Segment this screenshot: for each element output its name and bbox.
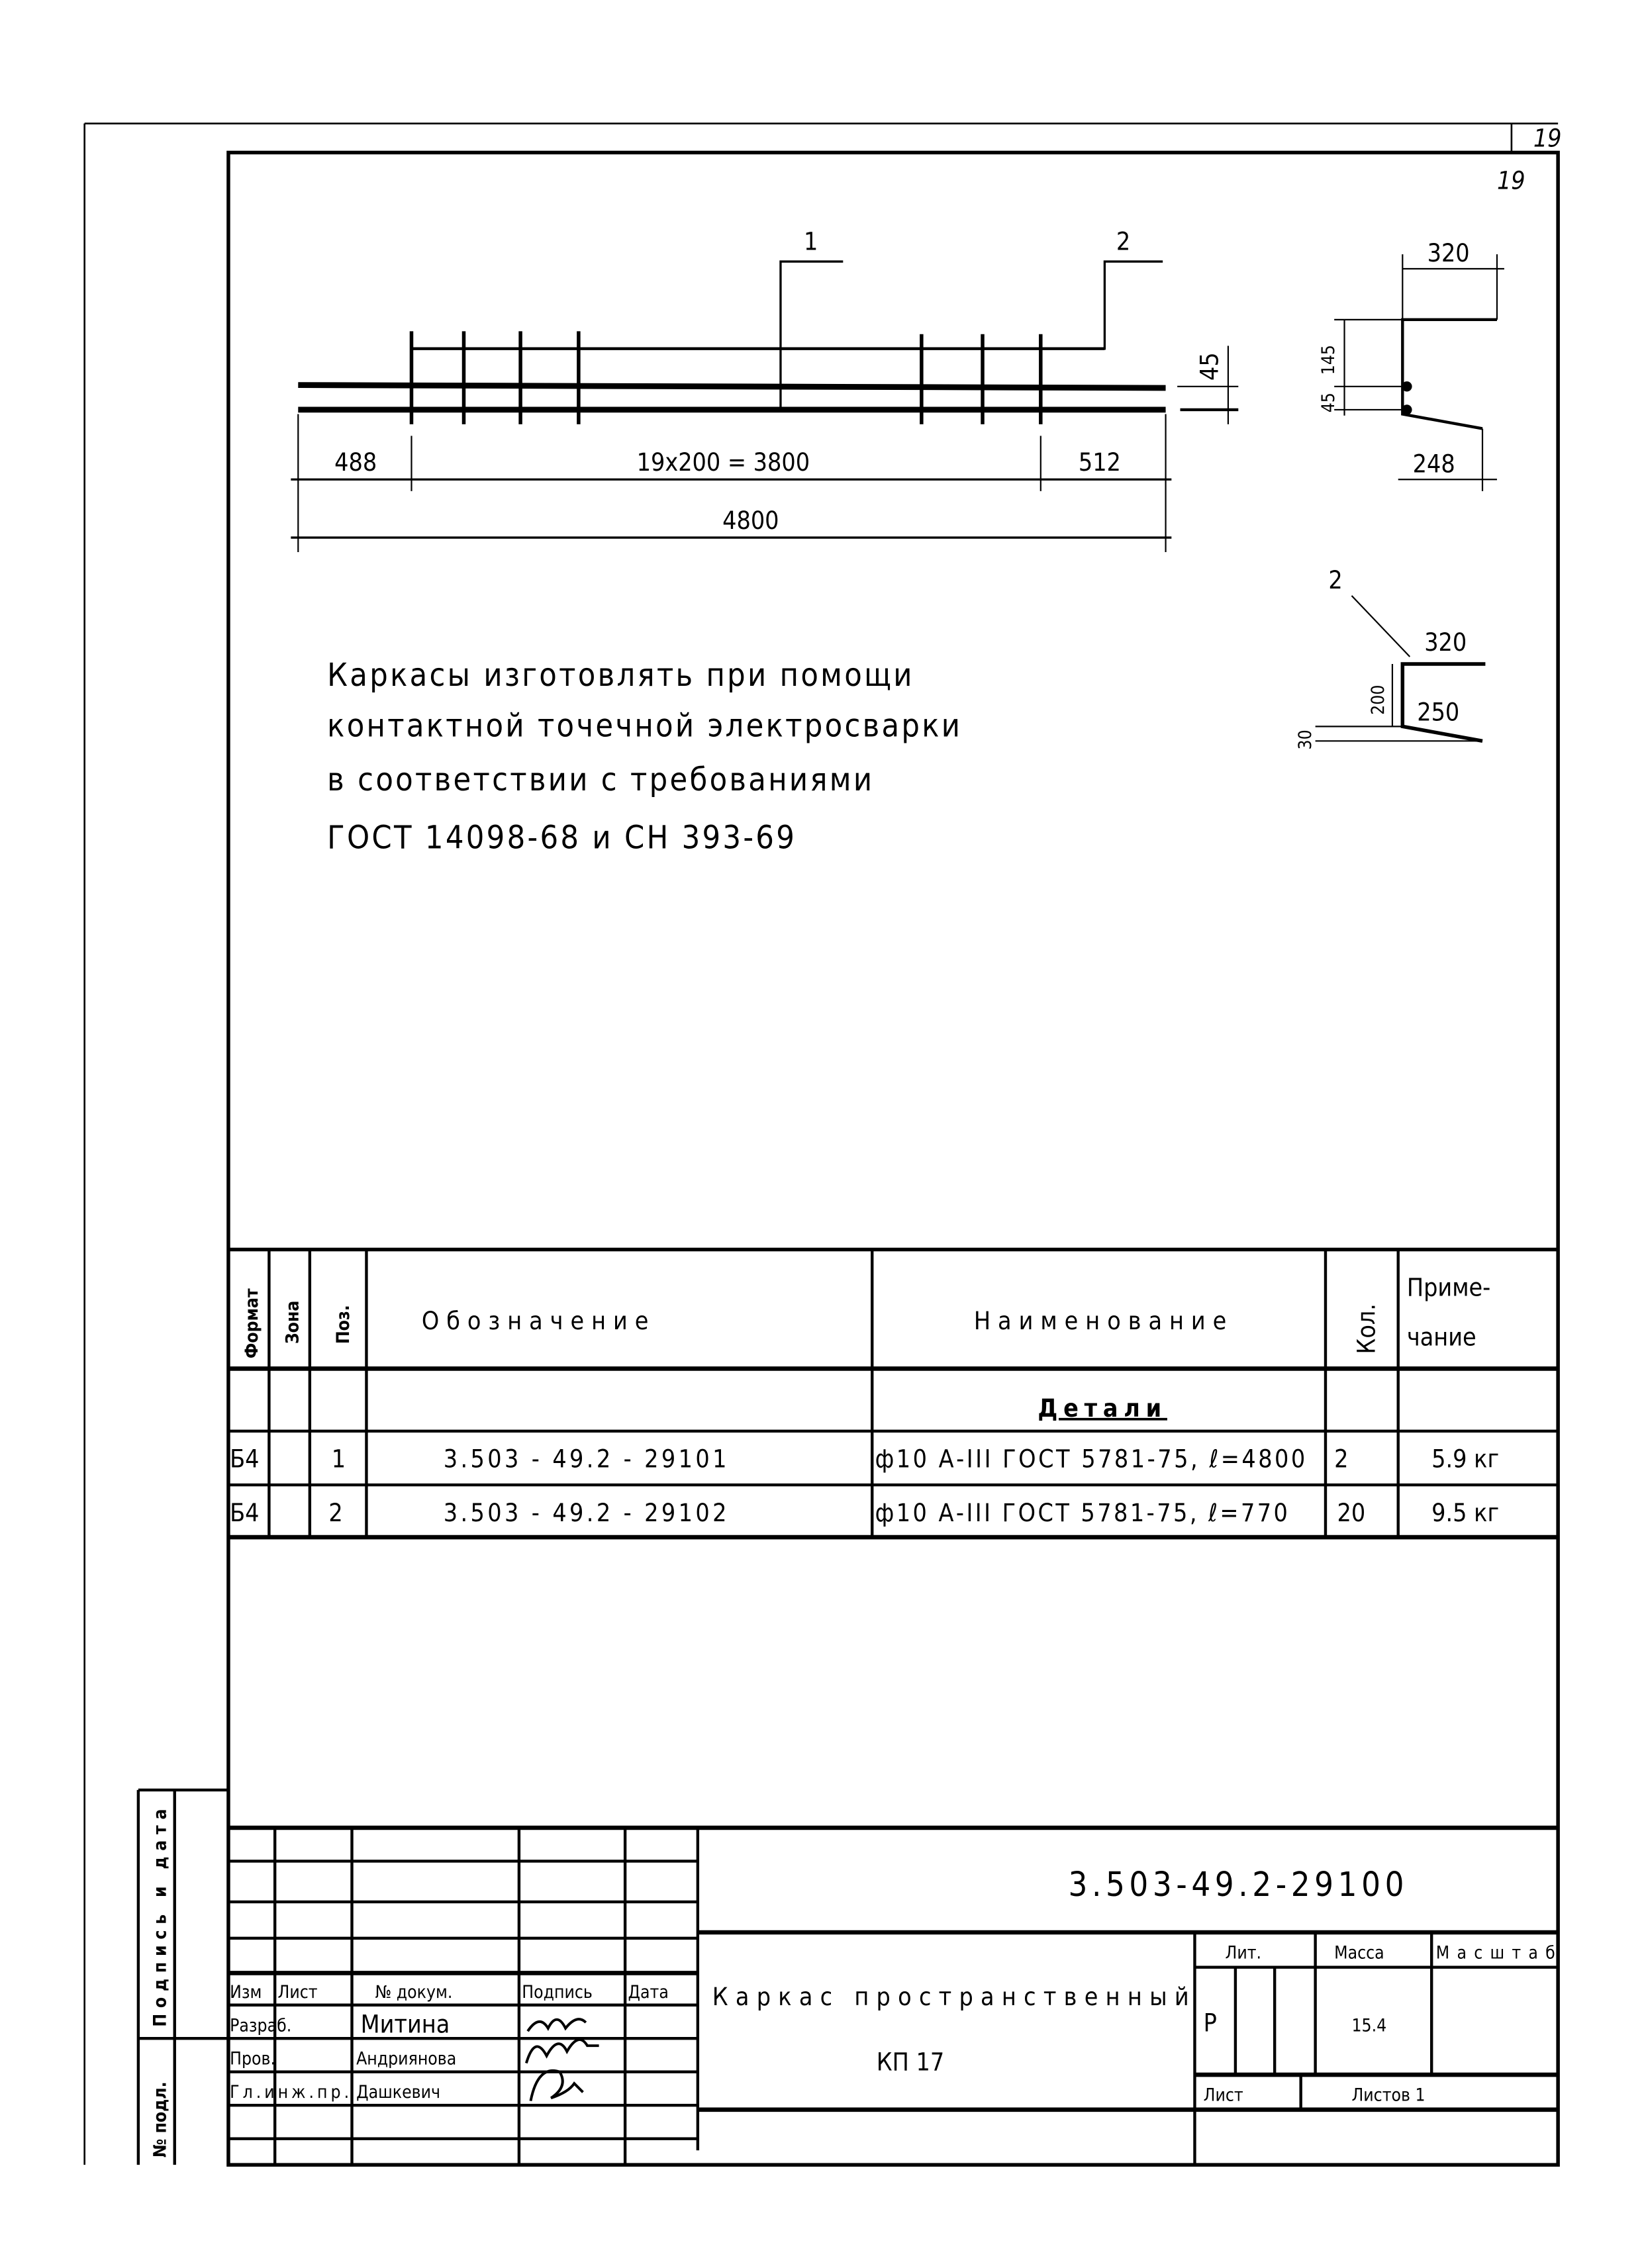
row-format: Б4 — [230, 1444, 260, 1474]
row-format: Б4 — [230, 1497, 260, 1527]
name-developer: Митина — [360, 2009, 450, 2039]
name-chief-engineer: Дашкевич — [356, 2083, 441, 2103]
hdr-izm: Изм — [230, 1982, 262, 2003]
row-designation: 3.503 - 49.2 - 29101 — [443, 1444, 730, 1474]
detail-2-dim-200: 200 — [1368, 685, 1388, 715]
detail-2-label: 2 — [1328, 565, 1343, 594]
hdr-sign: Подпись — [522, 1982, 593, 2003]
row-qty: 2 — [1334, 1444, 1349, 1474]
section-dim-248: 248 — [1412, 449, 1455, 479]
dim-4800: 4800 — [722, 505, 779, 535]
note-line-1: Каркасы изготовлять при помощи — [327, 656, 914, 694]
sheet-frame — [85, 124, 1562, 2165]
row-name: ф10 А-III ГОСТ 5781-75, ℓ=770 — [875, 1497, 1288, 1527]
lit-value: Р — [1203, 2008, 1217, 2038]
detail-2-dim-320: 320 — [1424, 628, 1467, 657]
row-name: ф10 А-III ГОСТ 5781-75, ℓ=4800 — [875, 1444, 1306, 1474]
note-line-3: в соответствии с требованиями — [327, 761, 875, 798]
dim-512: 512 — [1078, 448, 1121, 477]
note-line-2: контактной точечной электросварки — [327, 707, 963, 745]
dim-488: 488 — [334, 448, 377, 477]
specification-table — [228, 1249, 1558, 1537]
header-note-2: чание — [1406, 1322, 1476, 1352]
title-block — [228, 1828, 1558, 2165]
dim-spacing: 19x200 = 3800 — [636, 448, 810, 477]
header-name: Наименование — [973, 1306, 1234, 1336]
row-designation: 3.503 - 49.2 - 29102 — [443, 1497, 730, 1527]
table-row — [230, 1498, 1499, 1527]
lit-label: Лит. — [1225, 1943, 1262, 1963]
mass-label: Масса — [1334, 1943, 1384, 1963]
drawing-title: Каркас пространственный — [712, 1981, 1192, 2011]
section-dim-320: 320 — [1427, 238, 1470, 268]
hdr-list: Лист — [277, 1982, 318, 2003]
row-qty: 20 — [1337, 1497, 1366, 1527]
frame-elevation — [291, 226, 1238, 552]
side-sign-date: Подпись и дата — [150, 1809, 171, 2027]
side-strip — [138, 1790, 228, 2165]
drawing-subtitle: КП 17 — [876, 2047, 945, 2077]
sheet-label: Лист — [1203, 2085, 1243, 2106]
detail-2-sketch — [1296, 565, 1485, 750]
page-number: 19 — [1496, 165, 1525, 195]
sheets-label: Листов 1 — [1351, 2085, 1426, 2106]
role-developer: Разраб. — [230, 2016, 292, 2036]
drawing-code: 3.503-49.2-29100 — [1068, 1865, 1409, 1905]
dim-45: 45 — [1194, 352, 1224, 381]
role-chief-engineer: Гл.инж.пр. — [230, 2083, 350, 2103]
header-pos: Поз. — [334, 1305, 354, 1345]
row-pos: 2 — [328, 1497, 343, 1527]
header-format: Формат — [242, 1288, 262, 1359]
header-designation: Обозначение — [421, 1306, 656, 1336]
scale-label: Масштаб — [1435, 1943, 1555, 1963]
hdr-doc: № докум. — [375, 1982, 453, 2003]
row-note: 9.5 кг — [1431, 1497, 1500, 1527]
section-dim-145: 145 — [1319, 345, 1339, 375]
header-zone: Зона — [283, 1300, 303, 1345]
cross-section — [1319, 238, 1504, 491]
header-note-1: Приме- — [1406, 1272, 1491, 1302]
signatures — [526, 2019, 599, 2101]
table-row — [230, 1444, 1499, 1474]
row-note: 5.9 кг — [1431, 1444, 1500, 1474]
fabrication-note — [327, 657, 962, 857]
leader-label-1: 1 — [804, 226, 818, 256]
hdr-date: Дата — [628, 1982, 669, 2003]
role-checker: Пров. — [230, 2049, 275, 2069]
note-line-4: ГОСТ 14098-68 и СН 393-69 — [327, 819, 797, 857]
mass-value: 15.4 — [1351, 2016, 1387, 2036]
header-qty: Кол. — [1351, 1303, 1381, 1354]
corner-number: 19 — [1533, 123, 1562, 153]
leader-label-2: 2 — [1116, 226, 1131, 256]
detail-2-dim-30: 30 — [1296, 730, 1316, 750]
detail-2-dim-250: 250 — [1417, 697, 1460, 727]
row-pos: 1 — [331, 1444, 346, 1474]
section-dim-45: 45 — [1319, 393, 1339, 413]
section-details: Детали — [1038, 1393, 1167, 1423]
name-checker: Андриянова — [356, 2049, 457, 2069]
side-original-no: № подл. — [150, 2081, 171, 2158]
